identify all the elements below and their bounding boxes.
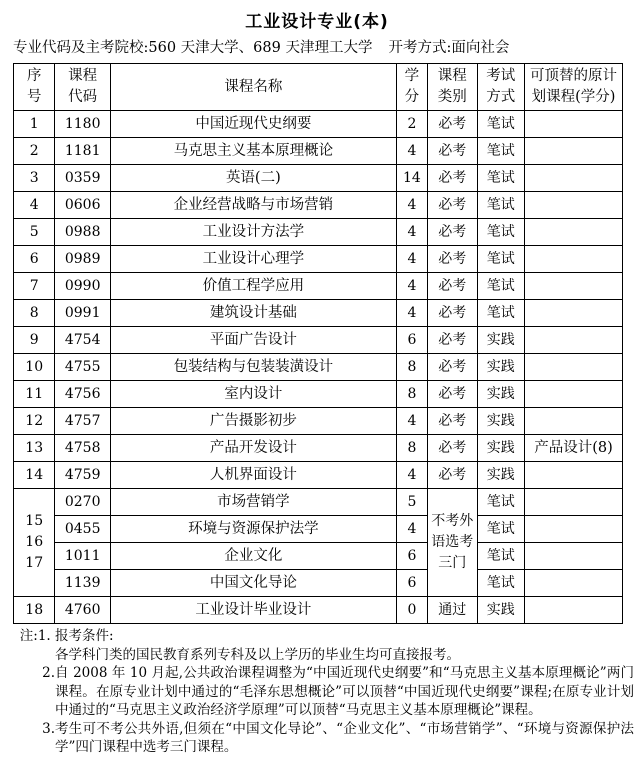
cell-seq: 4	[14, 192, 55, 219]
cell-type: 通过	[428, 597, 477, 624]
cell-credit: 4	[396, 273, 427, 300]
cell-code: 4758	[55, 435, 111, 462]
header-type: 课程 类别	[428, 64, 477, 111]
cell-credit: 14	[396, 165, 427, 192]
table-row	[14, 435, 623, 462]
cell-exam: 实践	[477, 381, 524, 408]
cell-seq: 14	[14, 462, 55, 489]
cell-seq: 1	[14, 111, 55, 138]
cell-credit: 4	[396, 192, 427, 219]
cell-credit: 6	[396, 543, 427, 570]
header-name: 课程名称	[110, 64, 396, 111]
header-code: 课程 代码	[55, 64, 111, 111]
table-row	[14, 111, 623, 138]
table-row	[14, 516, 623, 543]
cell-credit: 8	[396, 354, 427, 381]
note-2-marker: 2.	[42, 665, 55, 681]
table-row	[14, 165, 623, 192]
cell-credit: 4	[396, 408, 427, 435]
major-code-label: 专业代码及主考院校:	[13, 40, 149, 56]
cell-type: 必考	[428, 192, 477, 219]
cell-type: 必考	[428, 111, 477, 138]
cell-type: 必考	[428, 300, 477, 327]
cell-exam: 笔试	[477, 192, 524, 219]
cell-alt: 产品设计(8)	[525, 435, 623, 462]
note-item-2	[13, 664, 634, 720]
cell-alt	[525, 489, 623, 516]
note-1-body: 各学科门类的国民教育系列专科及以上学历的毕业生均可直接报考。	[55, 646, 460, 663]
cell-exam: 笔试	[477, 300, 524, 327]
cell-exam: 笔试	[477, 516, 524, 543]
exam-mode-label: 开考方式:	[388, 40, 452, 56]
cell-seq: 2	[14, 138, 55, 165]
cell-credit: 0	[396, 597, 427, 624]
cell-seq: 18	[14, 597, 55, 624]
cell-exam: 实践	[477, 327, 524, 354]
cell-code: 1011	[55, 543, 111, 570]
cell-code: 1180	[55, 111, 111, 138]
table-row	[14, 543, 623, 570]
cell-credit: 4	[396, 246, 427, 273]
cell-name: 英语(二)	[110, 165, 396, 192]
cell-name: 工业设计方法学	[110, 219, 396, 246]
cell-code: 0990	[55, 273, 111, 300]
cell-credit: 8	[396, 381, 427, 408]
note-item-1	[13, 627, 634, 646]
cell-credit: 6	[396, 327, 427, 354]
table-row	[14, 462, 623, 489]
cell-alt	[525, 111, 623, 138]
cell-name: 价值工程学应用	[110, 273, 396, 300]
cell-exam: 笔试	[477, 111, 524, 138]
cell-credit: 4	[396, 516, 427, 543]
cell-alt	[525, 246, 623, 273]
cell-seq-merged: 15 16 17	[14, 489, 55, 597]
cell-name: 中国文化导论	[110, 570, 396, 597]
cell-alt	[525, 462, 623, 489]
table-body	[14, 111, 623, 624]
cell-code: 1181	[55, 138, 111, 165]
cell-name: 建筑设计基础	[110, 300, 396, 327]
cell-name: 工业设计心理学	[110, 246, 396, 273]
cell-type: 必考	[428, 462, 477, 489]
cell-credit: 4	[396, 462, 427, 489]
cell-seq: 7	[14, 273, 55, 300]
subtitle-info	[13, 38, 634, 58]
cell-type: 必考	[428, 165, 477, 192]
cell-code: 1139	[55, 570, 111, 597]
cell-code: 0991	[55, 300, 111, 327]
table-row	[14, 381, 623, 408]
cell-seq: 9	[14, 327, 55, 354]
header-alt: 可顶替的原计 划课程(学分)	[525, 64, 623, 111]
cell-alt	[525, 354, 623, 381]
cell-seq: 11	[14, 381, 55, 408]
cell-name: 马克思主义基本原理概论	[110, 138, 396, 165]
table-row	[14, 192, 623, 219]
page-title: 工业设计专业(本)	[245, 12, 389, 32]
table-header	[14, 64, 623, 111]
cell-seq: 13	[14, 435, 55, 462]
cell-alt	[525, 165, 623, 192]
cell-exam: 笔试	[477, 246, 524, 273]
cell-type: 必考	[428, 354, 477, 381]
table-header-row	[14, 64, 623, 111]
cell-name: 工业设计毕业设计	[110, 597, 396, 624]
cell-exam: 实践	[477, 435, 524, 462]
cell-seq: 8	[14, 300, 55, 327]
cell-credit: 4	[396, 300, 427, 327]
cell-seq: 12	[14, 408, 55, 435]
cell-code: 0606	[55, 192, 111, 219]
cell-alt	[525, 192, 623, 219]
cell-code: 4756	[55, 381, 111, 408]
cell-name: 包装结构与包装装潢设计	[110, 354, 396, 381]
table-row	[14, 273, 623, 300]
cell-credit: 8	[396, 435, 427, 462]
header-exam: 考试 方式	[477, 64, 524, 111]
cell-credit: 4	[396, 219, 427, 246]
cell-code: 4757	[55, 408, 111, 435]
cell-type: 必考	[428, 246, 477, 273]
table-row	[14, 354, 623, 381]
note-1-marker: 注:1.	[19, 628, 51, 644]
cell-alt	[525, 300, 623, 327]
cell-exam: 笔试	[477, 489, 524, 516]
document-page	[0, 10, 634, 755]
cell-alt	[525, 570, 623, 597]
cell-credit: 6	[396, 570, 427, 597]
cell-alt	[525, 516, 623, 543]
cell-seq: 5	[14, 219, 55, 246]
table-row	[14, 570, 623, 597]
cell-alt	[525, 381, 623, 408]
cell-code: 0455	[55, 516, 111, 543]
cell-exam: 笔试	[477, 219, 524, 246]
cell-code: 4755	[55, 354, 111, 381]
cell-name: 中国近现代史纲要	[110, 111, 396, 138]
major-code-value: 560 天津大学、689 天津理工大学	[148, 40, 373, 56]
cell-credit: 2	[396, 111, 427, 138]
cell-alt	[525, 408, 623, 435]
cell-seq: 3	[14, 165, 55, 192]
cell-name: 企业经营战略与市场营销	[110, 192, 396, 219]
cell-exam: 笔试	[477, 273, 524, 300]
cell-name: 平面广告设计	[110, 327, 396, 354]
cell-name: 企业文化	[110, 543, 396, 570]
cell-exam: 实践	[477, 462, 524, 489]
cell-seq: 6	[14, 246, 55, 273]
note-2-body: 自 2008 年 10 月起,公共政治课程调整为“中国近现代史纲要”和“马克思主义基本原理概论”两门课程。在原专业计划中通过的“毛泽东思想概论”可以顶替“中国近现代史纲要”课程;在原专业计划中通过的“马克思主义政治经济学原理”可以顶替“马克思主义基本原理概论”课程。	[55, 665, 634, 718]
cell-type: 必考	[428, 408, 477, 435]
header-seq: 序 号	[14, 64, 55, 111]
cell-code: 4754	[55, 327, 111, 354]
cell-name: 室内设计	[110, 381, 396, 408]
cell-type: 必考	[428, 138, 477, 165]
note-item-3	[13, 720, 634, 757]
cell-code: 4759	[55, 462, 111, 489]
cell-exam: 实践	[477, 597, 524, 624]
cell-exam: 笔试	[477, 570, 524, 597]
cell-type: 必考	[428, 219, 477, 246]
cell-type: 必考	[428, 435, 477, 462]
note-1-title: 报考条件:	[55, 628, 114, 644]
cell-name: 市场营销学	[110, 489, 396, 516]
cell-name: 广告摄影初步	[110, 408, 396, 435]
course-plan-table	[13, 63, 623, 624]
cell-exam: 笔试	[477, 138, 524, 165]
table-row	[14, 597, 623, 624]
cell-type-merged: 不考外 语选考 三门	[428, 489, 477, 597]
table-row	[14, 300, 623, 327]
cell-alt	[525, 597, 623, 624]
table-row	[14, 246, 623, 273]
cell-name: 环境与资源保护法学	[110, 516, 396, 543]
cell-code: 0359	[55, 165, 111, 192]
cell-alt	[525, 327, 623, 354]
cell-code: 0270	[55, 489, 111, 516]
cell-name: 产品开发设计	[110, 435, 396, 462]
cell-credit: 4	[396, 138, 427, 165]
cell-seq: 10	[14, 354, 55, 381]
cell-code: 4760	[55, 597, 111, 624]
table-row	[14, 408, 623, 435]
header-credit: 学 分	[396, 64, 427, 111]
table-row	[14, 138, 623, 165]
cell-exam: 实践	[477, 408, 524, 435]
cell-type: 必考	[428, 327, 477, 354]
table-row	[14, 219, 623, 246]
cell-alt	[525, 219, 623, 246]
table-row	[14, 327, 623, 354]
note-3-marker: 3.	[42, 720, 55, 737]
cell-alt	[525, 543, 623, 570]
table-row-merged-group	[14, 489, 623, 516]
notes-section	[13, 627, 634, 757]
cell-alt	[525, 273, 623, 300]
cell-type: 必考	[428, 273, 477, 300]
cell-name: 人机界面设计	[110, 462, 396, 489]
note-3-body: 考生可不考公共外语,但须在“中国文化导论”、“企业文化”、“市场营销学”、“环境与资源保护法学”四门课程中选考三门课程。	[55, 720, 634, 755]
cell-alt	[525, 138, 623, 165]
cell-code: 0988	[55, 219, 111, 246]
exam-mode-value: 面向社会	[451, 40, 510, 56]
cell-exam: 实践	[477, 354, 524, 381]
cell-credit: 5	[396, 489, 427, 516]
cell-code: 0989	[55, 246, 111, 273]
cell-exam: 笔试	[477, 165, 524, 192]
cell-type: 必考	[428, 381, 477, 408]
cell-exam: 笔试	[477, 543, 524, 570]
